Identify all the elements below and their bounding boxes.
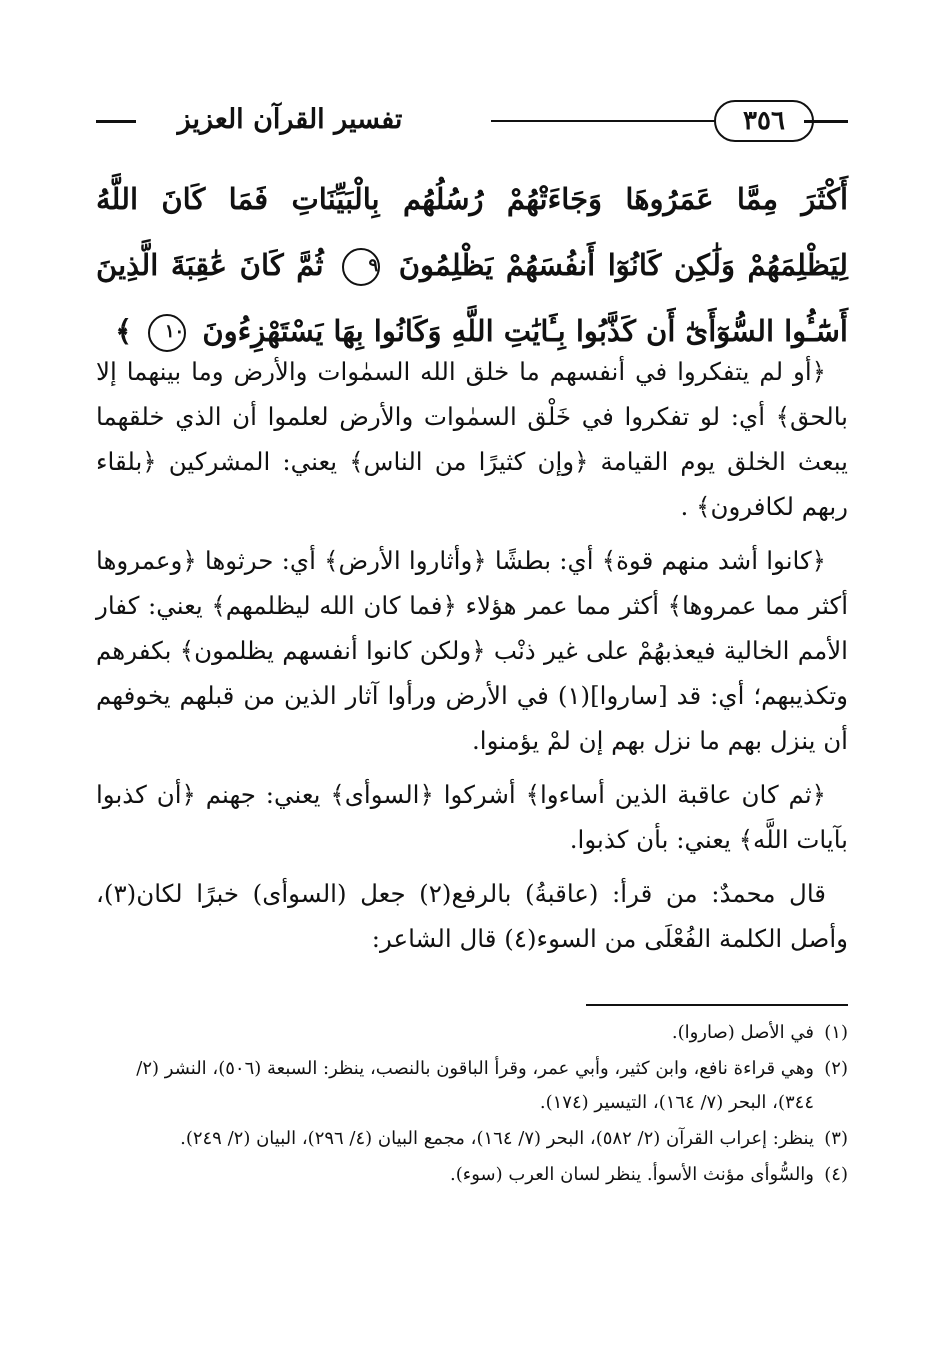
header-rule-left [96,120,136,123]
footnote-text: وهي قراءة نافع، وابن كثير، وأبي عمر، وقرأ الباقون بالنصب، ينظر: السبعة (٥٠٦)، النشر (٢/ ٣٤٤)، البحر (٧/ ١٦٤)، التيسير (١٧٤). [136,1058,814,1113]
footnote-text: والسُّوأى مؤنث الأسوأ. ينظر لسان العرب (سوء). [450,1164,814,1185]
footnote-number: (١) [824,1022,848,1043]
footnote-item [96,1052,848,1120]
footnote-number: (٣) [824,1128,848,1149]
footnote-text: في الأصل (صاروا). [671,1022,814,1043]
footnote-number: (٢) [824,1058,848,1079]
commentary-paragraph [96,772,848,862]
paragraph-text: قال محمدٌ: من قرأ: (عاقبةُ) بالرفع(٢) جعل (السوأى) خبرًا لكان(٣)، وأصل الكلمة الفُعْلَى من السوء(٤) قال الشاعر: [96,879,848,953]
running-title: تفسير القرآن العزيز [177,104,403,135]
commentary-paragraph [96,871,848,961]
page-header [96,92,848,148]
ayah-number-marker: ١٠ [148,314,186,352]
closing-ornate-bracket: ﴾ [115,314,133,348]
footnotes [96,1016,848,1194]
page-number: ٣٥٦ [714,100,814,142]
header-rule-right [804,120,848,123]
commentary-paragraph [96,538,848,763]
paragraph-text: ﴿أو لم يتفكروا في أنفسهم ما خلق الله السمٰوات والأرض وما بينهما إلا بالحق﴾ أي: لو تفكروا في خَلْق السمٰوات والأرض لعلموا أن الذي خلقهما يبعث الخلق يوم القيامة ﴿وإن كثيرًا من الناس﴾ يعني: المشركين ﴿بلقاء ربهم لكافرون﴾ . [96,357,848,521]
footnote-text: ينظر: إعراب القرآن (٢/ ٥٨٢)، البحر (٧/ ١٦٤)، مجمع البيان (٤/ ٢٩٦)، البيان (٢/ ٢٤٩). [180,1128,814,1149]
commentary-paragraph [96,349,848,529]
footnote-number: (٤) [824,1164,848,1185]
footnote-separator [586,1004,848,1006]
quran-verses [96,166,848,364]
paragraph-text: ﴿ثم كان عاقبة الذين أساءوا﴾ أشركوا ﴿السوأى﴾ يعني: جهنم ﴿أن كذبوا بآيات اللَّه﴾ يعني: بأن كذبوا. [96,780,848,854]
commentary-body [96,349,848,970]
verse-text-9: أَكْثَرَ مِمَّا عَمَرُوهَا وَجَاءَتْهُمْ رُسُلُهُم بِالْبَيِّنَاتِ فَمَا كَانَ اللَّهُ لِيَظْلِمَهُمْ وَلَٰكِن كَانُوٓا أَنفُسَهُمْ يَظْلِمُونَ [96,182,848,282]
footnote-item [96,1158,848,1192]
footnote-item [96,1016,848,1050]
ayah-number-marker: ٩ [342,248,380,286]
paragraph-text: ﴿كانوا أشد منهم قوة﴾ أي: بطشًا ﴿وأثاروا الأرض﴾ أي: حرثوها ﴿وعمروها أكثر مما عمروها﴾ أكثر مما عمر هؤلاء ﴿فما كان الله ليظلمهم﴾ يعني: كفار الأمم الخالية فيعذبهُمْ على غير ذنْب ﴿ولكن كانوا أنفسهم يظلمون﴾ بكفرهم وتكذيبهم؛ أي: قد [ساروا](١) في الأرض ورأوا آثار الذين من قبلهم يخوفهم أن ينزل بهم ما نزل بهم إن لمْ يؤمنوا. [96,546,848,755]
footnote-item [96,1122,848,1156]
verse-text-10: ثُمَّ كَانَ عَٰقِبَةَ الَّذِينَ أَسَٰٓـُٔوا السُّوٓأَىٰٓ أَن كَذَّبُوا بِـَٔايَٰتِ اللَّهِ وَكَانُوا بِهَا يَسْتَهْزِءُونَ [96,248,848,348]
